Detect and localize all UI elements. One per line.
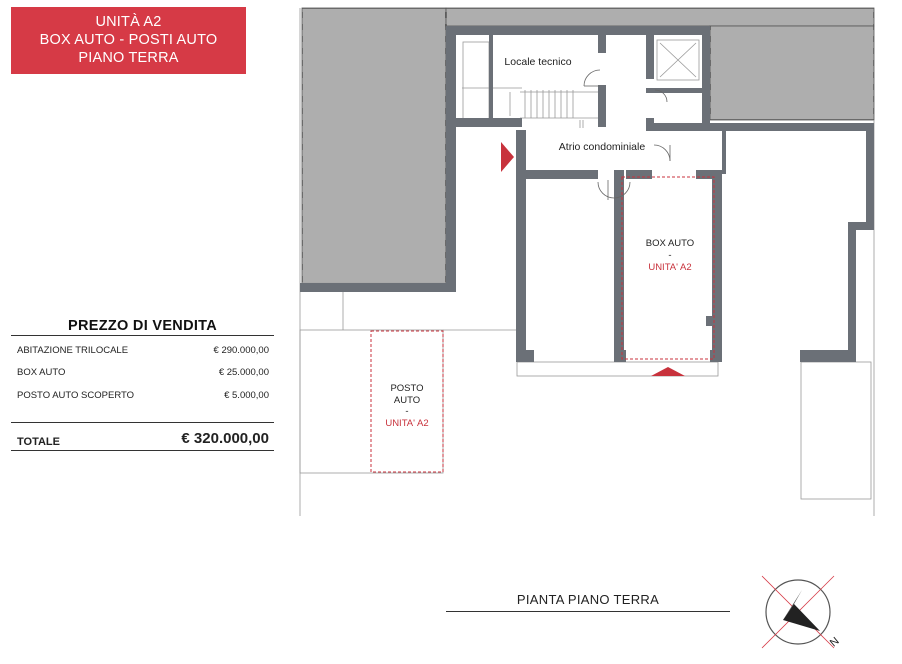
compass-north-letter: N	[827, 635, 842, 650]
north-compass-icon	[762, 576, 842, 649]
price-row-value: € 290.000,00	[213, 345, 269, 356]
price-row-value: € 25.000,00	[218, 367, 269, 378]
price-row-label: BOX AUTO	[17, 367, 66, 378]
parking-unit-label: UNITA' A2	[385, 418, 429, 429]
plan-title: PIANTA PIANO TERRA	[516, 592, 660, 607]
price-title: PREZZO DI VENDITA	[67, 318, 218, 334]
banner-line-unit: UNITÀ A2	[95, 14, 162, 30]
total-label: TOTALE	[17, 436, 60, 448]
entrance-arrow-atrium	[501, 142, 514, 172]
price-row-label: ABITAZIONE TRILOCALE	[17, 345, 129, 356]
box-label-dash: -	[668, 250, 672, 261]
entrance-arrow-box	[651, 367, 685, 376]
parking-label-2: AUTO	[393, 395, 421, 406]
price-row-value: € 5.000,00	[224, 390, 269, 401]
total-value: € 320.000,00	[181, 430, 269, 447]
parking-label: POSTO	[390, 383, 424, 394]
box-label: BOX AUTO	[645, 238, 695, 249]
room-label-technical: Locale tecnico	[504, 56, 572, 68]
banner-line-floor: PIANO TERRA	[78, 50, 179, 66]
plan-title-rule	[446, 611, 730, 612]
box-unit-label: UNITA' A2	[648, 262, 692, 273]
banner-line-type: BOX AUTO - POSTI AUTO	[39, 32, 218, 48]
room-label-atrium: Atrio condominiale	[558, 141, 646, 153]
price-row-label: POSTO AUTO SCOPERTO	[17, 390, 135, 401]
parking-label-dash: -	[405, 406, 409, 417]
